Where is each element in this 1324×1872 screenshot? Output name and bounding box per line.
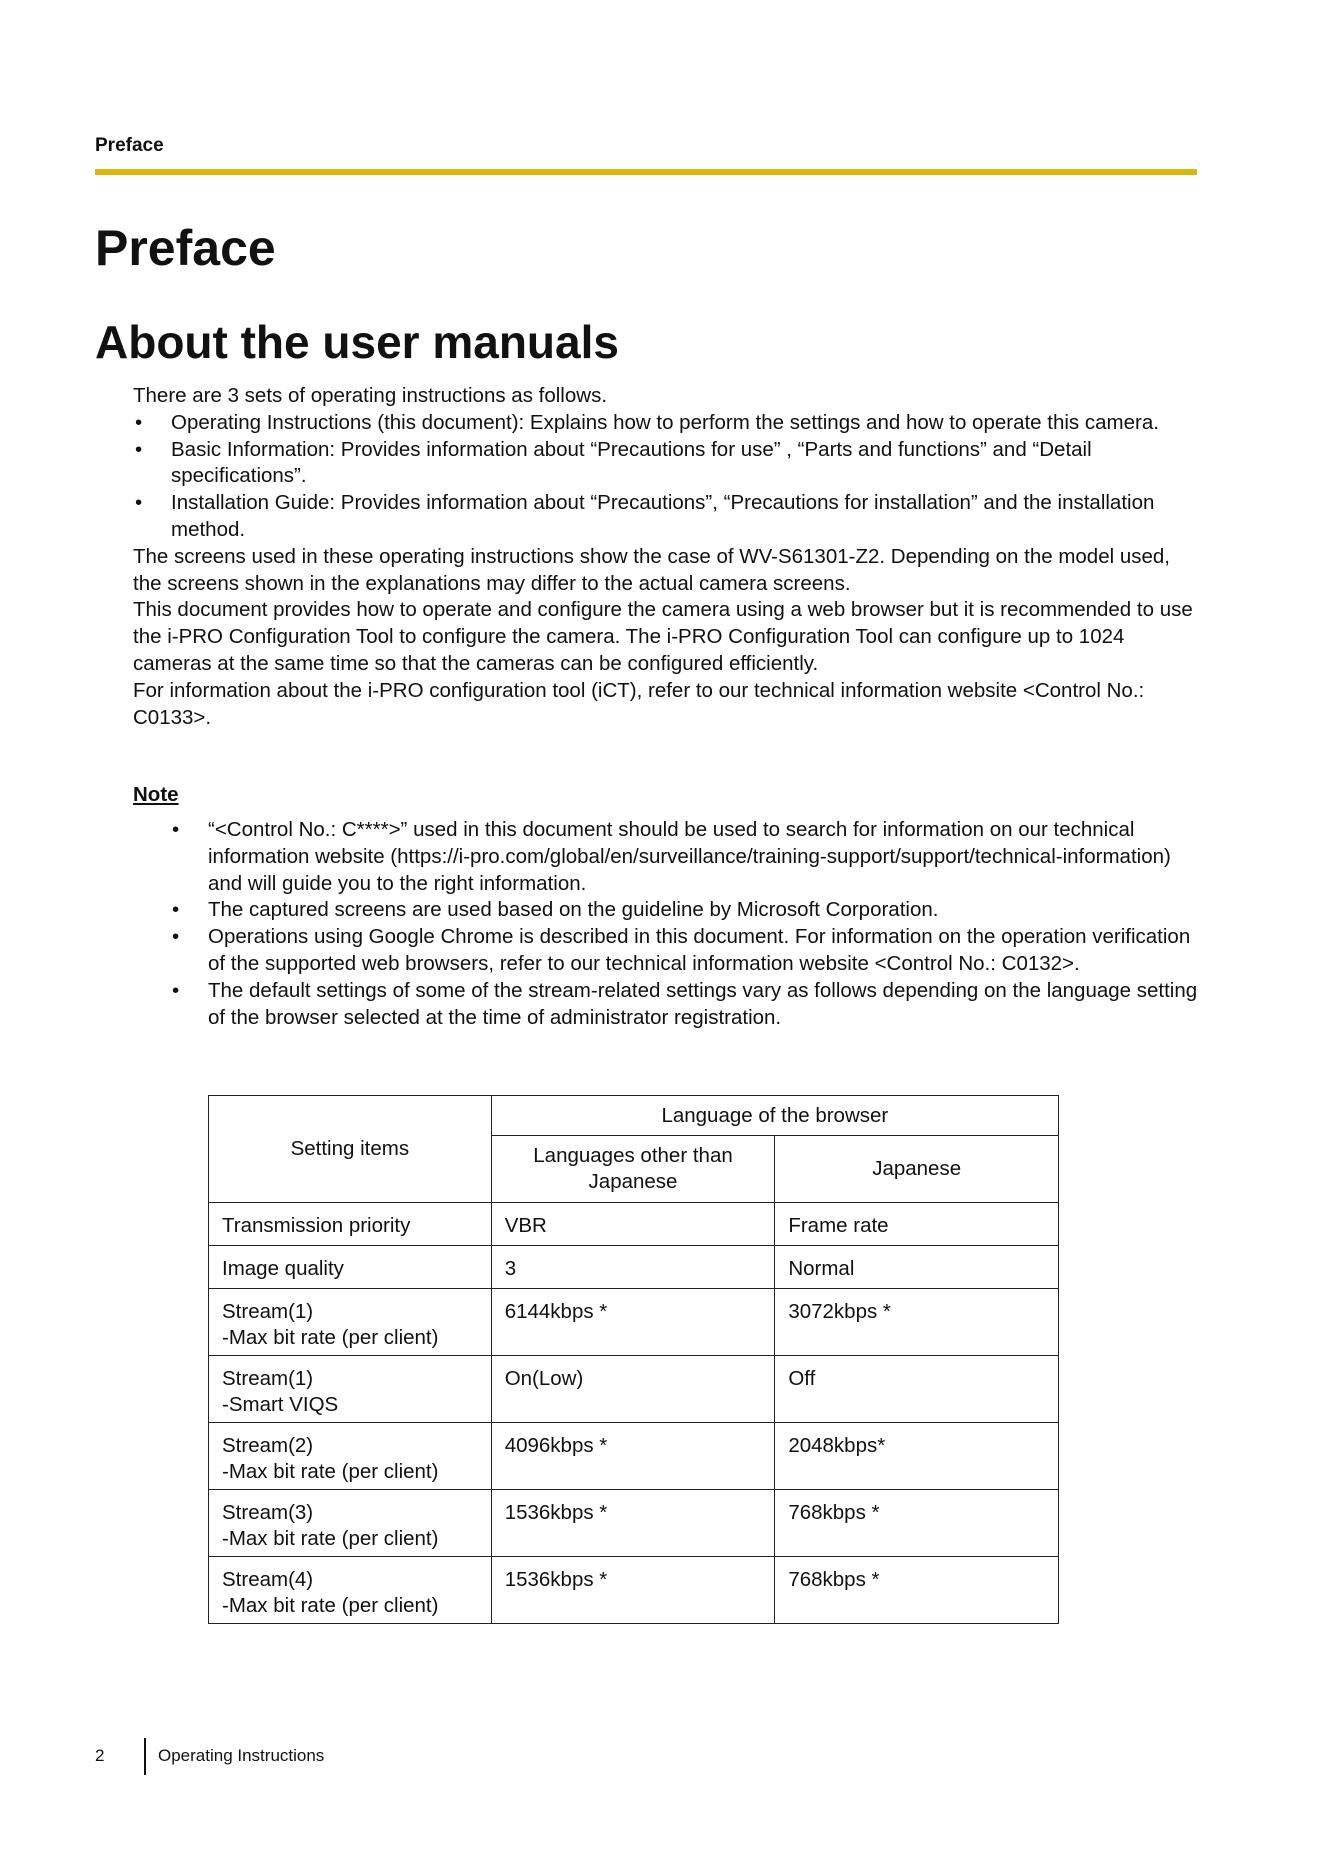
header-setting-items: Setting items [209,1096,492,1203]
list-item: • Operations using Google Chrome is described in this document. For information on the operation verification of the supported web browsers, refer to our technical information website <Control No.: C0132>. [170,924,1206,978]
japanese-value-cell: Off [775,1356,1059,1423]
page-number: 2 [95,1746,105,1765]
list-item: • Operating Instructions (this document): Explains how to perform the settings and how to operate this camera. [133,410,1203,437]
header-other-languages: Languages other than Japanese [491,1136,775,1203]
other-value-cell: 3 [491,1246,775,1289]
paragraph: The screens used in these operating instructions show the case of WV-S61301-Z2. Depending on the model used, the screens shown in the explanations may differ to the actual camera screens. [133,544,1171,595]
other-value-cell: 6144kbps * [491,1289,775,1356]
japanese-value-cell: 768kbps * [775,1557,1059,1624]
setting-item-cell: Stream(4) -Max bit rate (per client) [209,1557,492,1624]
table-row [209,1356,1059,1423]
table-row [209,1289,1059,1356]
japanese-value-cell: 3072kbps * [775,1289,1059,1356]
other-value-cell: On(Low) [491,1356,775,1423]
table-row [209,1557,1059,1624]
default-settings-table [208,1095,1059,1624]
other-value-cell: 4096kbps * [491,1423,775,1490]
other-value-cell: 1536kbps * [491,1490,775,1557]
paragraph: For information about the i-PRO configuration tool (iCT), refer to our technical information website <Control No.: C0133>. [133,678,1145,729]
section-heading: About the user manuals [95,316,619,368]
manuals-list [133,410,1203,544]
setting-item-cell: Stream(1) -Smart VIQS [209,1356,492,1423]
setting-item-cell: Stream(1) -Max bit rate (per client) [209,1289,492,1356]
footer-doc-title: Operating Instructions [158,1746,325,1765]
table-row [209,1423,1059,1490]
header-language: Language of the browser [491,1096,1058,1136]
japanese-value-cell: Frame rate [775,1203,1059,1246]
footer-divider [144,1738,146,1775]
table-row [209,1203,1059,1246]
running-header: Preface [95,135,164,156]
list-item: • The default settings of some of the stream-related settings vary as follows depending on the language setting of the browser selected at the time of administrator registration. [170,978,1206,1032]
note-body [170,817,1206,1031]
japanese-value-cell: 768kbps * [775,1490,1059,1557]
setting-item-cell: Transmission priority [209,1203,492,1246]
table-row [209,1246,1059,1289]
japanese-value-cell: 2048kbps* [775,1423,1059,1490]
list-item: • Installation Guide: Provides information about “Precautions”, “Precautions for installation” and the installation method. [133,490,1203,544]
setting-item-cell: Stream(2) -Max bit rate (per client) [209,1423,492,1490]
note-heading: Note [133,783,179,806]
page-title: Preface [95,220,276,276]
other-value-cell: VBR [491,1203,775,1246]
other-value-cell: 1536kbps * [491,1557,775,1624]
table-row [209,1490,1059,1557]
intro-paragraph: There are 3 sets of operating instructions as follows. [133,384,608,407]
list-item: • The captured screens are used based on the guideline by Microsoft Corporation. [170,897,1206,924]
note-list [170,817,1206,1031]
setting-item-cell: Image quality [209,1246,492,1289]
paragraph: This document provides how to operate and configure the camera using a web browser but it is recommended to use the i-PRO Configuration Tool to configure the camera. The i-PRO Configuration Tool can configure up to 1024 cameras at the same time so that the cameras can be configured efficiently. [133,598,1193,675]
list-item: • Basic Information: Provides information about “Precautions for use” , “Parts and functions” and “Detail specifications”. [133,437,1203,491]
setting-item-cell: Stream(3) -Max bit rate (per client) [209,1490,492,1557]
header-japanese: Japanese [775,1136,1059,1203]
japanese-value-cell: Normal [775,1246,1059,1289]
header-rule [95,169,1197,175]
body-text [133,383,1203,731]
list-item: • “<Control No.: C****>” used in this document should be used to search for information on our technical information website (https://i-pro.com/global/en/surveillance/training-support/support/technical-information) and will guide you to the right information. [170,817,1206,897]
